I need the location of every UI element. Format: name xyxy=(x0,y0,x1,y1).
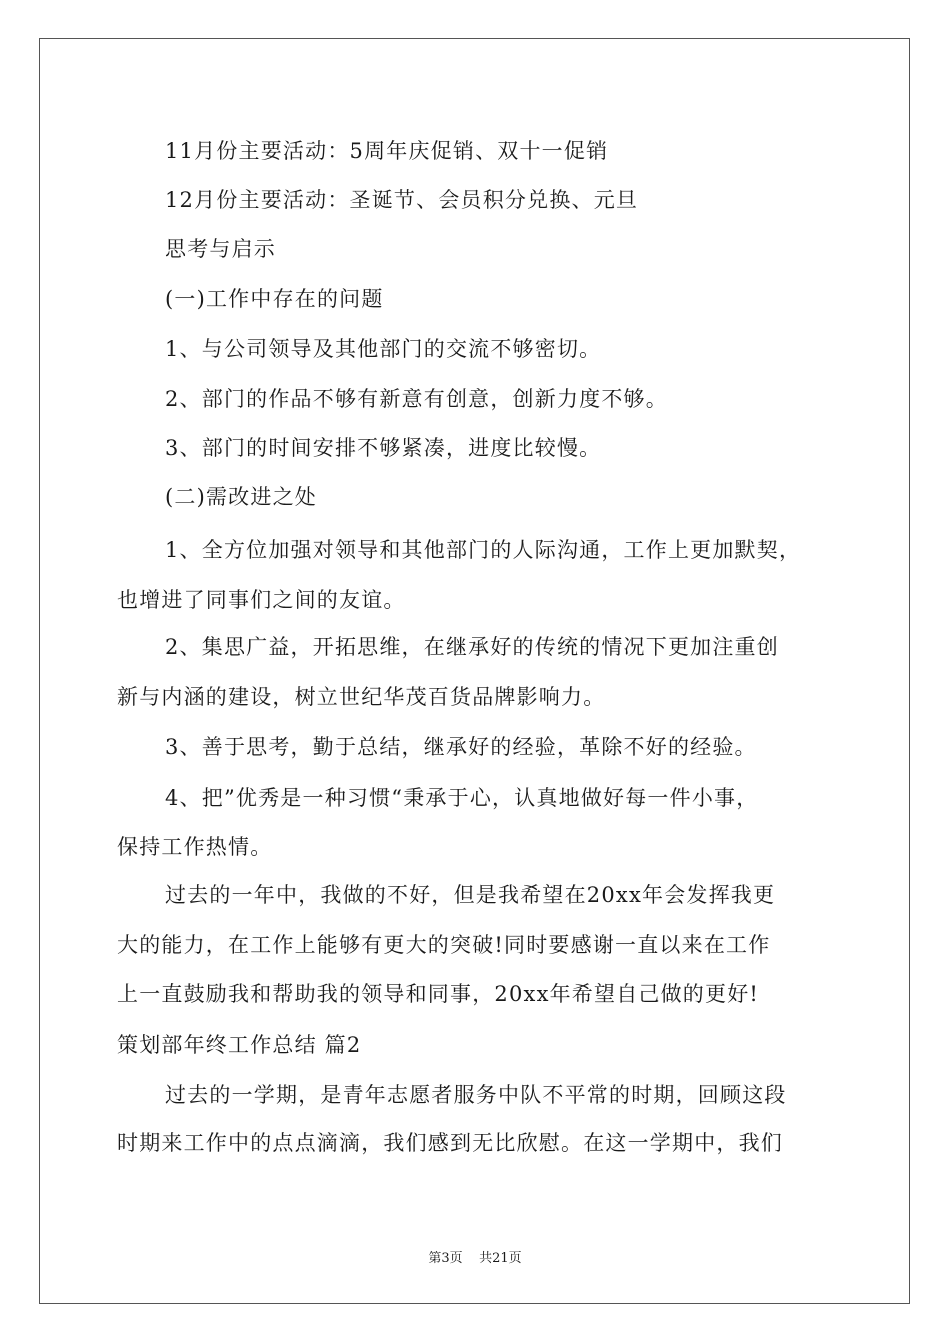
text-line: 12月份主要活动：圣诞节、会员积分兑换、元旦 xyxy=(165,188,639,212)
text-line: 1、全方位加强对领导和其他部门的人际沟通，工作上更加默契， xyxy=(165,538,802,562)
subsection-heading: (一)工作中存在的问题 xyxy=(165,287,384,311)
text-line: 也增进了同事们之间的友谊。 xyxy=(117,588,406,612)
section-heading: 思考与启示 xyxy=(165,237,276,261)
text-line: 过去的一年中，我做的不好，但是我希望在20xx年会发挥我更 xyxy=(165,883,776,907)
text-line: 新与内涵的建设，树立世纪华茂百货品牌影响力。 xyxy=(117,685,606,709)
text-line: 2、集思广益，开拓思维，在继承好的传统的情况下更加注重创 xyxy=(165,635,779,659)
text-line: 时期来工作中的点点滴滴，我们感到无比欣慰。在这一学期中，我们 xyxy=(117,1131,783,1155)
subsection-heading: (二)需改进之处 xyxy=(165,485,317,509)
text-line: 1、与公司领导及其他部门的交流不够密切。 xyxy=(165,337,602,361)
text-line: 11月份主要活动：5周年庆促销、双十一促销 xyxy=(165,139,609,163)
text-line: 4、把”优秀是一种习惯“秉承于心，认真地做好每一件小事， xyxy=(165,786,759,810)
text-line: 大的能力，在工作上能够有更大的突破!同时要感谢一直以来在工作 xyxy=(117,933,771,957)
text-line: 2、部门的作品不够有新意有创意，创新力度不够。 xyxy=(165,387,668,411)
text-line: 过去的一学期，是青年志愿者服务中队不平常的时期，回顾这段 xyxy=(165,1083,787,1107)
text-line: 上一直鼓励我和帮助我的领导和同事，20xx年希望自己做的更好! xyxy=(117,982,760,1006)
page-number: 第3页 共21页 xyxy=(428,1251,522,1266)
text-line: 保持工作热情。 xyxy=(117,835,273,859)
text-line: 3、部门的时间安排不够紧凑，进度比较慢。 xyxy=(165,436,602,460)
text-line: 3、善于思考，勤于总结，继承好的经验，革除不好的经验。 xyxy=(165,735,757,759)
page-border xyxy=(39,38,910,1304)
document-title: 策划部年终工作总结 篇2 xyxy=(117,1033,362,1057)
